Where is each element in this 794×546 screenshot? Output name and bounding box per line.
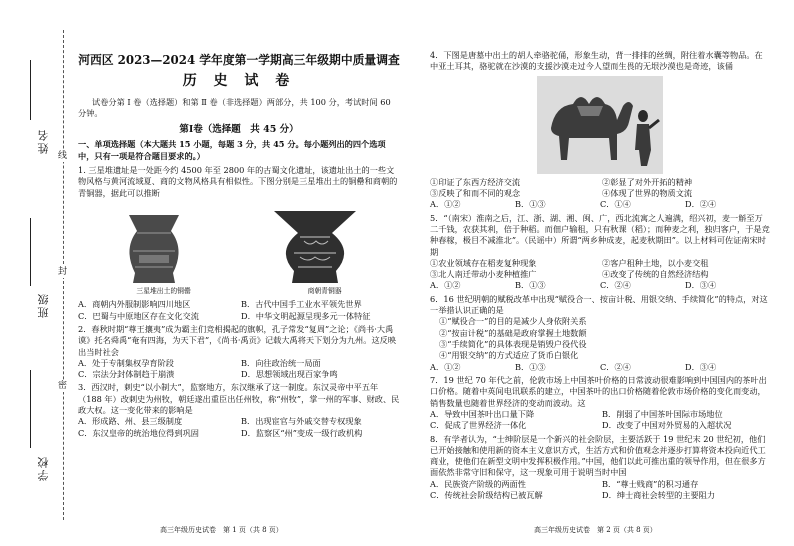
q7-option-c[interactable]: C．促成了世界经济一体化: [430, 420, 527, 431]
q4-option-d[interactable]: D．②④: [685, 199, 717, 210]
page-1-footer: 高三年级历史试卷 第 1 页（共 8 页）: [160, 526, 283, 534]
q8-option-c[interactable]: C．传统社会阶级结构已被瓦解: [430, 490, 543, 501]
q5-stem: 5．“（南宋）淮南之后，江、浙、湖、湘、闽、广，西北流寓之人遍满，绍兴初，麦一斛至万二千钱，农获其利，倍于种稻。而佃户输租，只有秋课（稻）；而种麦之利，独归客户，于是竞种春稼，极目不减淮北”。（民谣中）所谓“两乡种成麦，起麦秋期田”。以上材料可佐证南宋时期: [430, 212, 770, 257]
q7-option-a[interactable]: A．导致中国茶叶出口量下降: [430, 408, 535, 419]
q2-option-c[interactable]: C．宗法分封体制趋于崩溃: [78, 369, 175, 380]
q1-captions: [78, 287, 400, 296]
q5-statement-3: ③北人南迁带动小麦种植推广: [430, 269, 537, 280]
q8-options: [430, 479, 770, 502]
subject-title: 历 史 试 卷: [182, 73, 296, 90]
q8-option-b[interactable]: B．“尊士贱商”的积习通存: [602, 478, 699, 489]
q5-statement-4: ④改变了传统的自然经济结构: [602, 269, 709, 280]
seal-char-mi: 密: [58, 381, 68, 391]
q4-statement-2: ②彰显了对外开拓的精神: [602, 176, 693, 187]
q1-option-c[interactable]: C．巴蜀与中原地区存在文化交流: [78, 310, 199, 321]
q5-option-d[interactable]: D．③④: [685, 280, 717, 291]
q4-option-b[interactable]: B．①③: [515, 199, 546, 210]
school-label: 学校: [37, 455, 50, 481]
q1-stem: 1. 三星堆遗址是一处距今约 4500 年至 2800 年的古蜀文化遗址，该遗址出土的一些文物风格与黄河流域夏、商的文物风格具有相似性。下图分别是三星堆出土的铜罍和商朝的青铜器，据此可以推断: [78, 164, 398, 198]
q5-statement-2: ②客户租种土地，以小麦交租: [602, 257, 709, 268]
q6-statement-2: ②“按亩计税”的基础是政府掌握土地数额: [439, 327, 587, 338]
page-2-footer: 高三年级历史试卷 第 2 页（共 8 页）: [534, 526, 657, 534]
q6-option-c[interactable]: C．②④: [600, 361, 631, 372]
q4-stem: 4．下图是唐墓中出土的胡人牵骆驼俑，形象生动，背一排排的丝绸，附往着水囊等物品。在中亚土耳其，骆驼就在沙漠的支援沙漠走过今人望而生畏的无垠沙漠也是奇迹，该俑: [430, 50, 763, 72]
binding-margin: [0, 0, 66, 546]
q2-option-a[interactable]: A．处于专制集权孕育阶段: [78, 357, 174, 368]
q3-option-d[interactable]: D．监察区“州”变成一级行政机构: [241, 427, 363, 438]
q6-statement-3: ③“手续简化”的具体表现是销毁户役代役: [439, 339, 587, 349]
camel-figurine-image: [537, 76, 663, 174]
exam-title: 河西区 2023—2024 学年度第一学期高三年级期中质量调查: [78, 53, 400, 67]
q5-statement-1: ①农业领域存在稻麦复种现象: [430, 257, 537, 268]
q2-options: [78, 358, 400, 381]
q3-option-c[interactable]: C．东汉皇帝的统治地位得到巩固: [78, 427, 199, 438]
q8-stem: 8．有学者认为，“士绅阶层是一个新兴的社会阶层，主要活跃于 19 世纪末 20 世纪初，他们已开始接触和使用新的资本主义意识方式，生活方式和价值观念并逐步打算将资本投向近代工商业，使他们在新型文明中发挥积极作用。”中国，他们以此可推出重的领导作用，但在很多方面依然非常守旧和保守，这一现象可用于说明当时中国: [430, 433, 766, 478]
q4-statement-4: ④体现了世界的物质文流: [602, 187, 693, 198]
caption-sanxingdui: 三星堆出土的铜罍: [136, 286, 191, 295]
sanxingdui-bronze-lei-image: [119, 211, 189, 285]
q5-option-c[interactable]: C．②④: [600, 280, 631, 291]
q1-option-d[interactable]: D．中华文明起源呈现多元一体特征: [241, 310, 371, 321]
q4-statement-1: ①印证了东西方经济交流: [430, 176, 521, 187]
exam-intro: 试卷分第 Ⅰ 卷（选择题）和第 Ⅱ 卷（非选择题）两部分，共 100 分，考试时间 60 分钟。: [78, 96, 391, 118]
q4-answers: [430, 199, 770, 210]
question-4: [430, 50, 770, 211]
q7-options: [430, 409, 770, 432]
school-fill-line: [30, 370, 31, 448]
question-8: [430, 434, 770, 502]
question-7: [430, 375, 770, 432]
class-fill-line: [30, 218, 31, 286]
q4-statements: [430, 177, 770, 200]
q4-option-a[interactable]: A．①②: [430, 199, 461, 210]
q6-stem: 6．16 世纪明朝的赋税改革中出现“赋役合一、按亩计税、用银交纳、手续简化”的特点，对这一举措认识正确的是: [430, 293, 768, 316]
q5-option-b[interactable]: B．①③: [515, 280, 546, 291]
question-1: [78, 165, 400, 322]
seal-char-feng: 封: [58, 267, 68, 277]
q3-stem: 3．西汉时，刺史“以小制大”，监察地方，东汉继承了这一制度。东汉灵帝中平五年（188 年）改刺史为州牧，朝廷遂出重臣出任州牧，称“州牧”，掌一州的军事、财政、民政大权。这一变化带来的影响是: [78, 382, 400, 416]
q6-option-b[interactable]: B．①③: [515, 361, 546, 372]
q5-statements: [430, 258, 770, 281]
q6-option-a[interactable]: A．①②: [430, 361, 461, 372]
q4-option-c[interactable]: C．①④: [600, 199, 631, 210]
q3-options: [78, 416, 400, 439]
q2-stem: 2．春秋时期“尊王攘夷”成为霸主们竞相揭起的旗帜，孔子常发“复周”之论；《尚书·大禹谟》托名舜禹“奄有四海，为天下君”，《尚书·禹贡》记载大禹将天下划分为九州。这反映出当时社会: [78, 323, 397, 357]
q6-option-d[interactable]: D．③④: [685, 361, 717, 372]
question-6: [430, 294, 770, 373]
q8-option-a[interactable]: A．民族资产阶级的两面性: [430, 478, 526, 489]
q1-images: [78, 205, 400, 285]
question-2: [78, 324, 400, 381]
shang-bronze-vessel-image: [270, 207, 360, 285]
q3-option-b[interactable]: B．出现宦官与外戚交替专权现象: [241, 416, 362, 427]
q7-option-d[interactable]: D．改变了中国对外贸易的入超状况: [602, 420, 732, 431]
q6-statement-1: ①“赋役合一”的目的是减少人身依附关系: [439, 316, 587, 327]
q1-option-a[interactable]: A．商朝内外服制影响四川地区: [78, 299, 191, 310]
q4-image-wrap: [430, 76, 770, 174]
caption-shang: 商朝青铜器: [307, 286, 342, 295]
q6-statement-4: ④“用银交纳”的方式适应了货币白银化: [439, 350, 579, 361]
name-label: 姓名: [37, 128, 50, 154]
page-2: [430, 50, 770, 501]
section-title: 第Ⅰ卷（选择题 共 45 分）: [179, 124, 299, 136]
q7-stem: 7．19 世纪 70 年代之前，伦敦市场上中国茶叶价格的日常波动很难影响到中国国内的茶叶出口价格。随着中英间电讯联系的建立，中国茶叶的出口价格随着伦敦市场价格的变化而变动，销售数量也随着世界经济的变动而波动。这: [430, 374, 767, 408]
question-3: [78, 382, 400, 439]
seal-char-xian: 线: [58, 151, 68, 161]
q6-answers: [430, 362, 770, 373]
q4-statement-3: ③反映了和而不同的观念: [430, 187, 521, 198]
name-fill-line: [30, 60, 31, 120]
q3-option-a[interactable]: A．形成路、州、县三级制度: [78, 416, 183, 427]
q1-option-b[interactable]: B．古代中国手工业水平领先世界: [241, 299, 362, 310]
q2-option-b[interactable]: B．向往政治统一局面: [241, 357, 321, 368]
q8-option-d[interactable]: D．绅士商社会转型的主要阻力: [602, 490, 716, 501]
question-5: [430, 213, 770, 292]
q7-option-b[interactable]: B．削弱了中国茶叶国际市场地位: [602, 408, 723, 419]
class-label: 班级: [37, 292, 50, 318]
q2-option-d[interactable]: D．思想领域出现百家争鸣: [241, 369, 338, 380]
q5-answers: [430, 280, 770, 291]
q1-options: [78, 299, 400, 322]
page-1: [78, 52, 400, 439]
q5-option-a[interactable]: A．①②: [430, 280, 461, 291]
section-instruction: 一、单项选择题（本大题共 15 小题，每题 3 分，共 45 分。每小题列出的四个选项中，只有一项是符合题目要求的。）: [78, 139, 386, 161]
